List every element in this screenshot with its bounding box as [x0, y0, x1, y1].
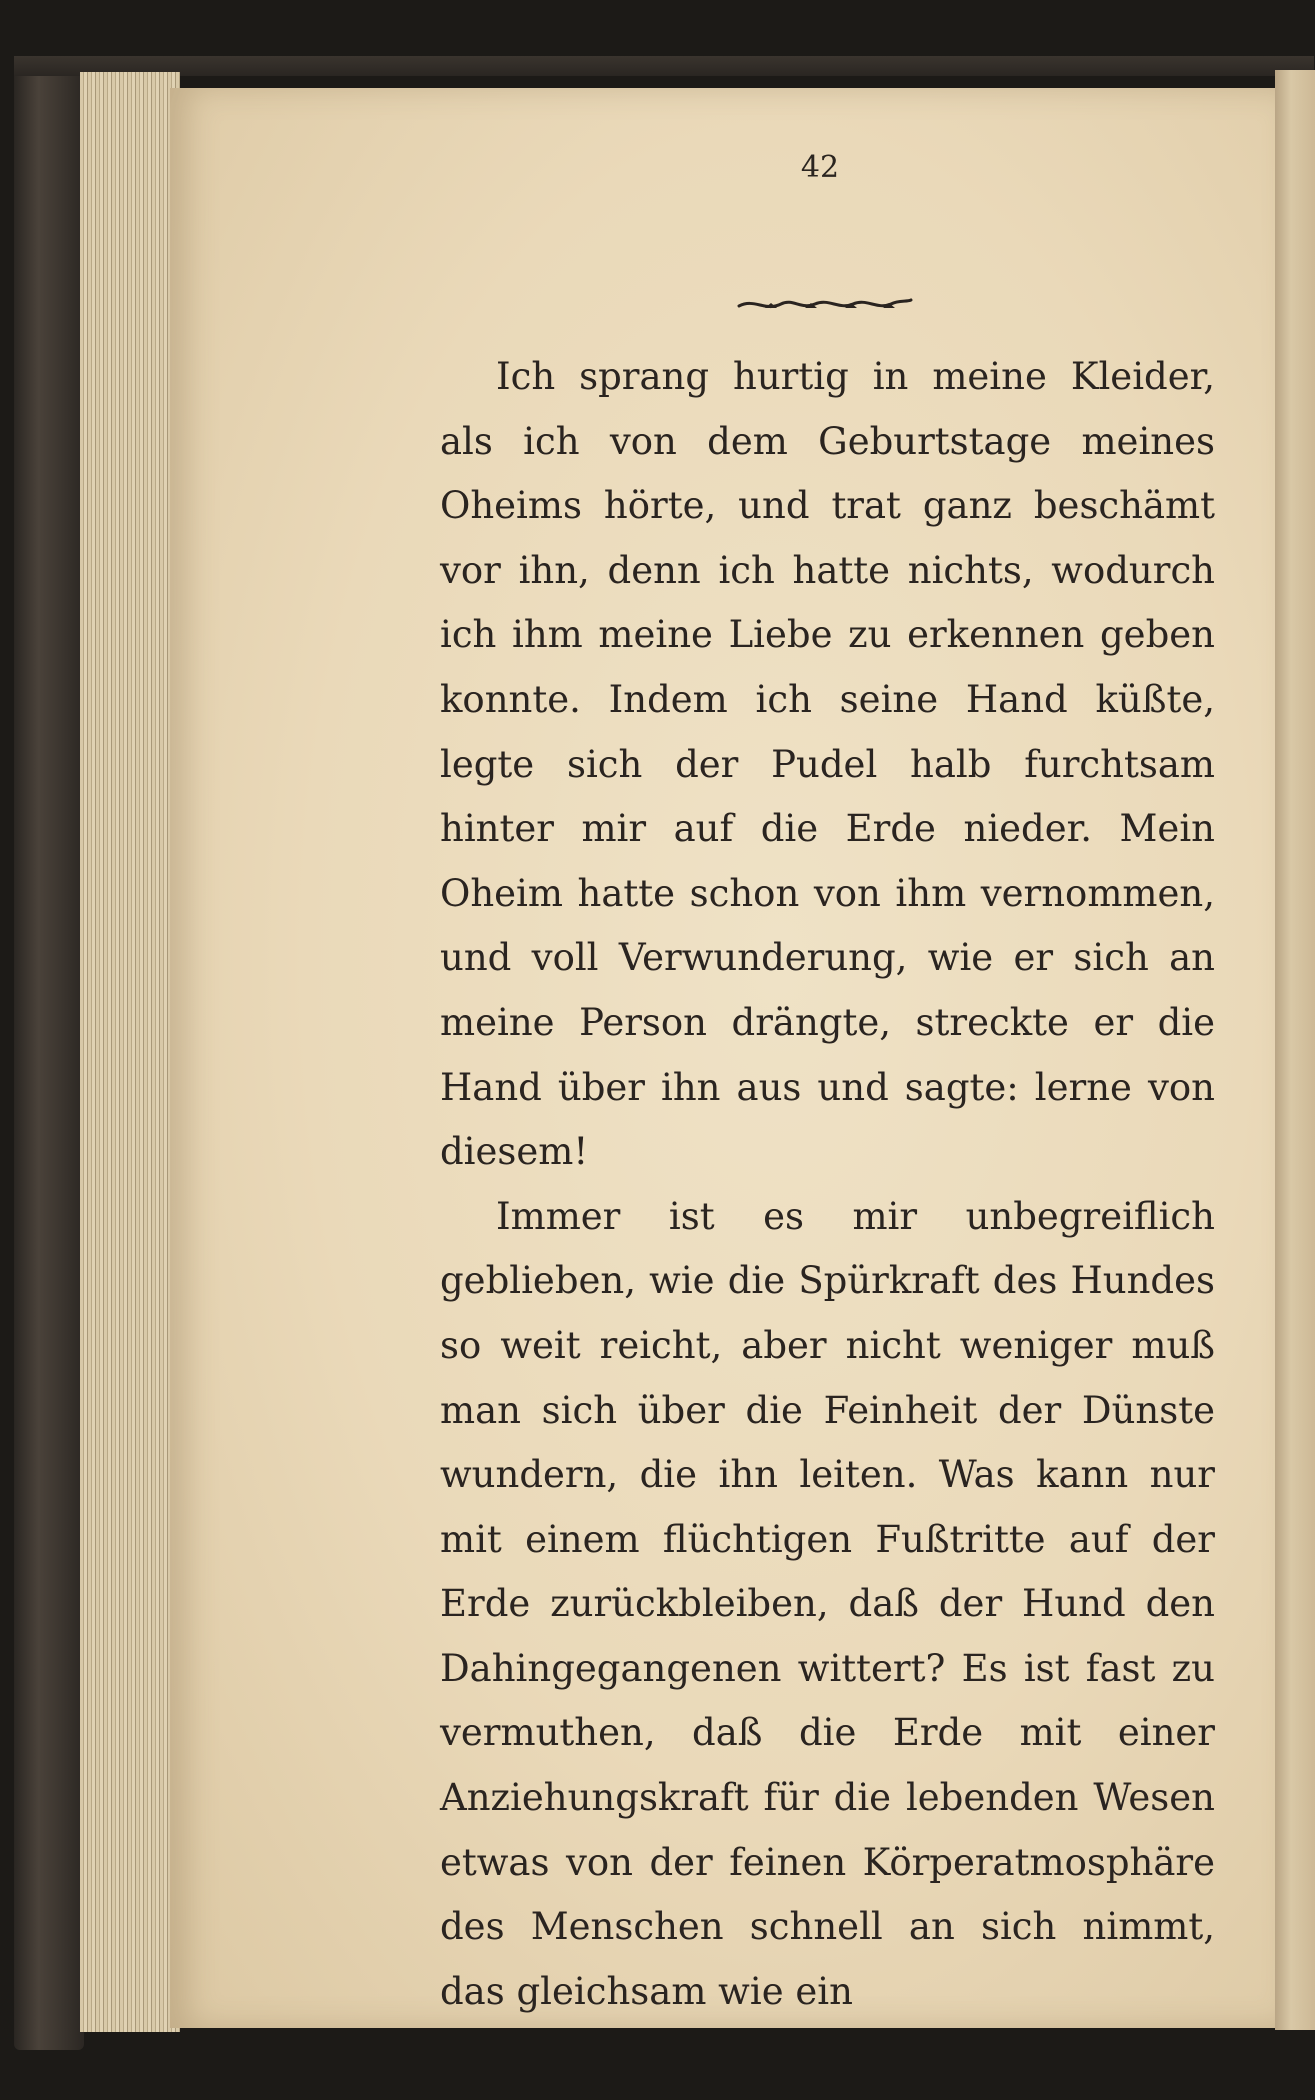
book-cover-top-edge — [14, 56, 1314, 76]
facing-page-edge — [1275, 70, 1315, 2030]
paragraph: Immer ist es mir unbegreiflich geblieben, wie die Spürkraft des Hundes so weit reicht, aber nicht weniger muß man sich über die Feinheit der Dünste wundern, die ihn leiten. Was kann nur mit einem flüchtigen Fußtritte auf der Erde zurückbleiben, daß der Hund den Dahingegangenen wittert? Es ist fast zu vermuthen, daß die Erde mit einer Anziehungskraft für die lebenden Wesen etwas von der feinen Körperatmosphäre des Menschen schnell an sich nimmt, das gleichsam wie ein — [440, 1194, 1215, 2013]
page-number: 42 — [800, 150, 840, 185]
book-cover-spine — [14, 60, 84, 2050]
page-stack-edges — [80, 72, 180, 2032]
page-text — [440, 345, 1215, 2024]
ornament-rule-icon — [735, 292, 915, 316]
paragraph: Ich sprang hurtig in meine Kleider, als ich von dem Geburtstage meines Oheims hörte, und trat ganz beschämt vor ihn, denn ich hatte nichts, wodurch ich ihm meine Liebe zu erkennen geben konnte. Indem ich seine Hand küßte, legte sich der Pudel halb furchtsam hinter mir auf die Erde nieder. Mein Oheim hatte schon von ihm vernommen, und voll Verwunderung, wie er sich an meine Person drängte, streckte er die Hand über ihn aus und sagte: lerne von diesem! — [440, 355, 1215, 1174]
